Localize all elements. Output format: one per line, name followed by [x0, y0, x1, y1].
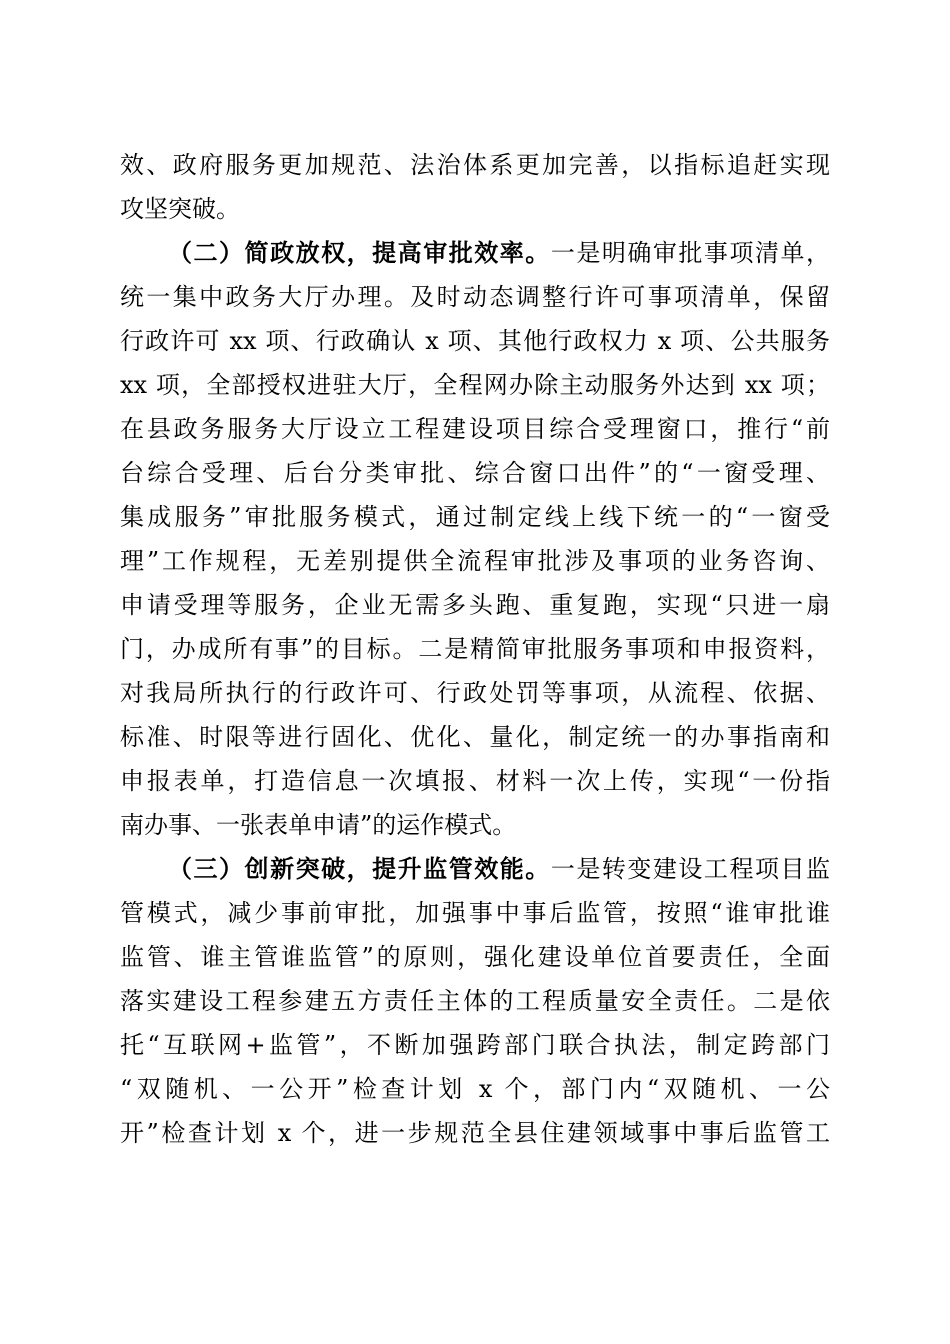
- text-line: 托“互联网+监管”，不断加强跨部门联合执法，制定跨部门: [120, 1031, 830, 1059]
- text-line: 在县政务服务大厅设立工程建设项目综合受理窗口，推行“前: [120, 415, 830, 443]
- section-heading: （三）创新突破，提升监管效能。: [168, 854, 551, 883]
- document-body: [120, 143, 830, 1155]
- text-line: 集成服务”审批服务模式，通过制定线上线下统一的“一窗受: [120, 503, 830, 531]
- text-line: 申请受理等服务，企业无需多头跑、重复跑，实现“只进一扇: [120, 591, 830, 619]
- text-line: 理”工作规程，无差别提供全流程审批涉及事项的业务咨询、: [120, 547, 830, 575]
- text-line: xx 项，全部授权进驻大厅，全程网办除主动服务外达到 xx 项；: [120, 371, 830, 399]
- text-line: 对我局所执行的行政许可、行政处罚等事项，从流程、依据、: [120, 679, 830, 707]
- text-span: 一是明确审批事项清单，: [550, 239, 831, 267]
- text-line: 台综合受理、后台分类审批、综合窗口出件”的“一窗受理、: [120, 459, 830, 487]
- text-line: 攻坚突破。: [120, 195, 240, 223]
- text-line: 效、政府服务更加规范、法治体系更加完善，以指标追赶实现: [120, 151, 830, 179]
- text-line: 统一集中政务大厅办理。及时动态调整行许可事项清单，保留: [120, 283, 830, 311]
- text-line: 管模式，减少事前审批，加强事中事后监管，按照“谁审批谁: [120, 899, 830, 927]
- paragraph-first-line: [120, 847, 830, 891]
- text-line: 申报表单，打造信息一次填报、材料一次上传，实现“一份指: [120, 767, 830, 795]
- text-line: 标准、时限等进行固化、优化、量化，制定统一的办事指南和: [120, 723, 830, 751]
- text-line: 开”检查计划 x 个，进一步规范全县住建领域事中事后监管工: [120, 1119, 830, 1147]
- paragraph-2: [120, 231, 830, 847]
- text-line: “双随机、一公开”检查计划 x 个，部门内“双随机、一公: [120, 1075, 830, 1103]
- paragraph-3: [120, 847, 830, 1155]
- text-line: 门，办成所有事”的目标。二是精简审批服务事项和申报资料，: [120, 635, 830, 663]
- text-line: 行政许可 xx 项、行政确认 x 项、其他行政权力 x 项、公共服务: [120, 327, 830, 355]
- text-span: 一是转变建设工程项目监: [550, 855, 831, 883]
- text-line: 落实建设工程参建五方责任主体的工程质量安全责任。二是依: [120, 987, 830, 1015]
- section-heading: （二）简政放权，提高审批效率。: [168, 238, 551, 267]
- paragraph-first-line: [120, 231, 830, 275]
- paragraph-1: [120, 143, 830, 231]
- text-line: 监管、谁主管谁监管”的原则，强化建设单位首要责任，全面: [120, 943, 830, 971]
- text-line: 南办事、一张表单申请”的运作模式。: [120, 811, 517, 839]
